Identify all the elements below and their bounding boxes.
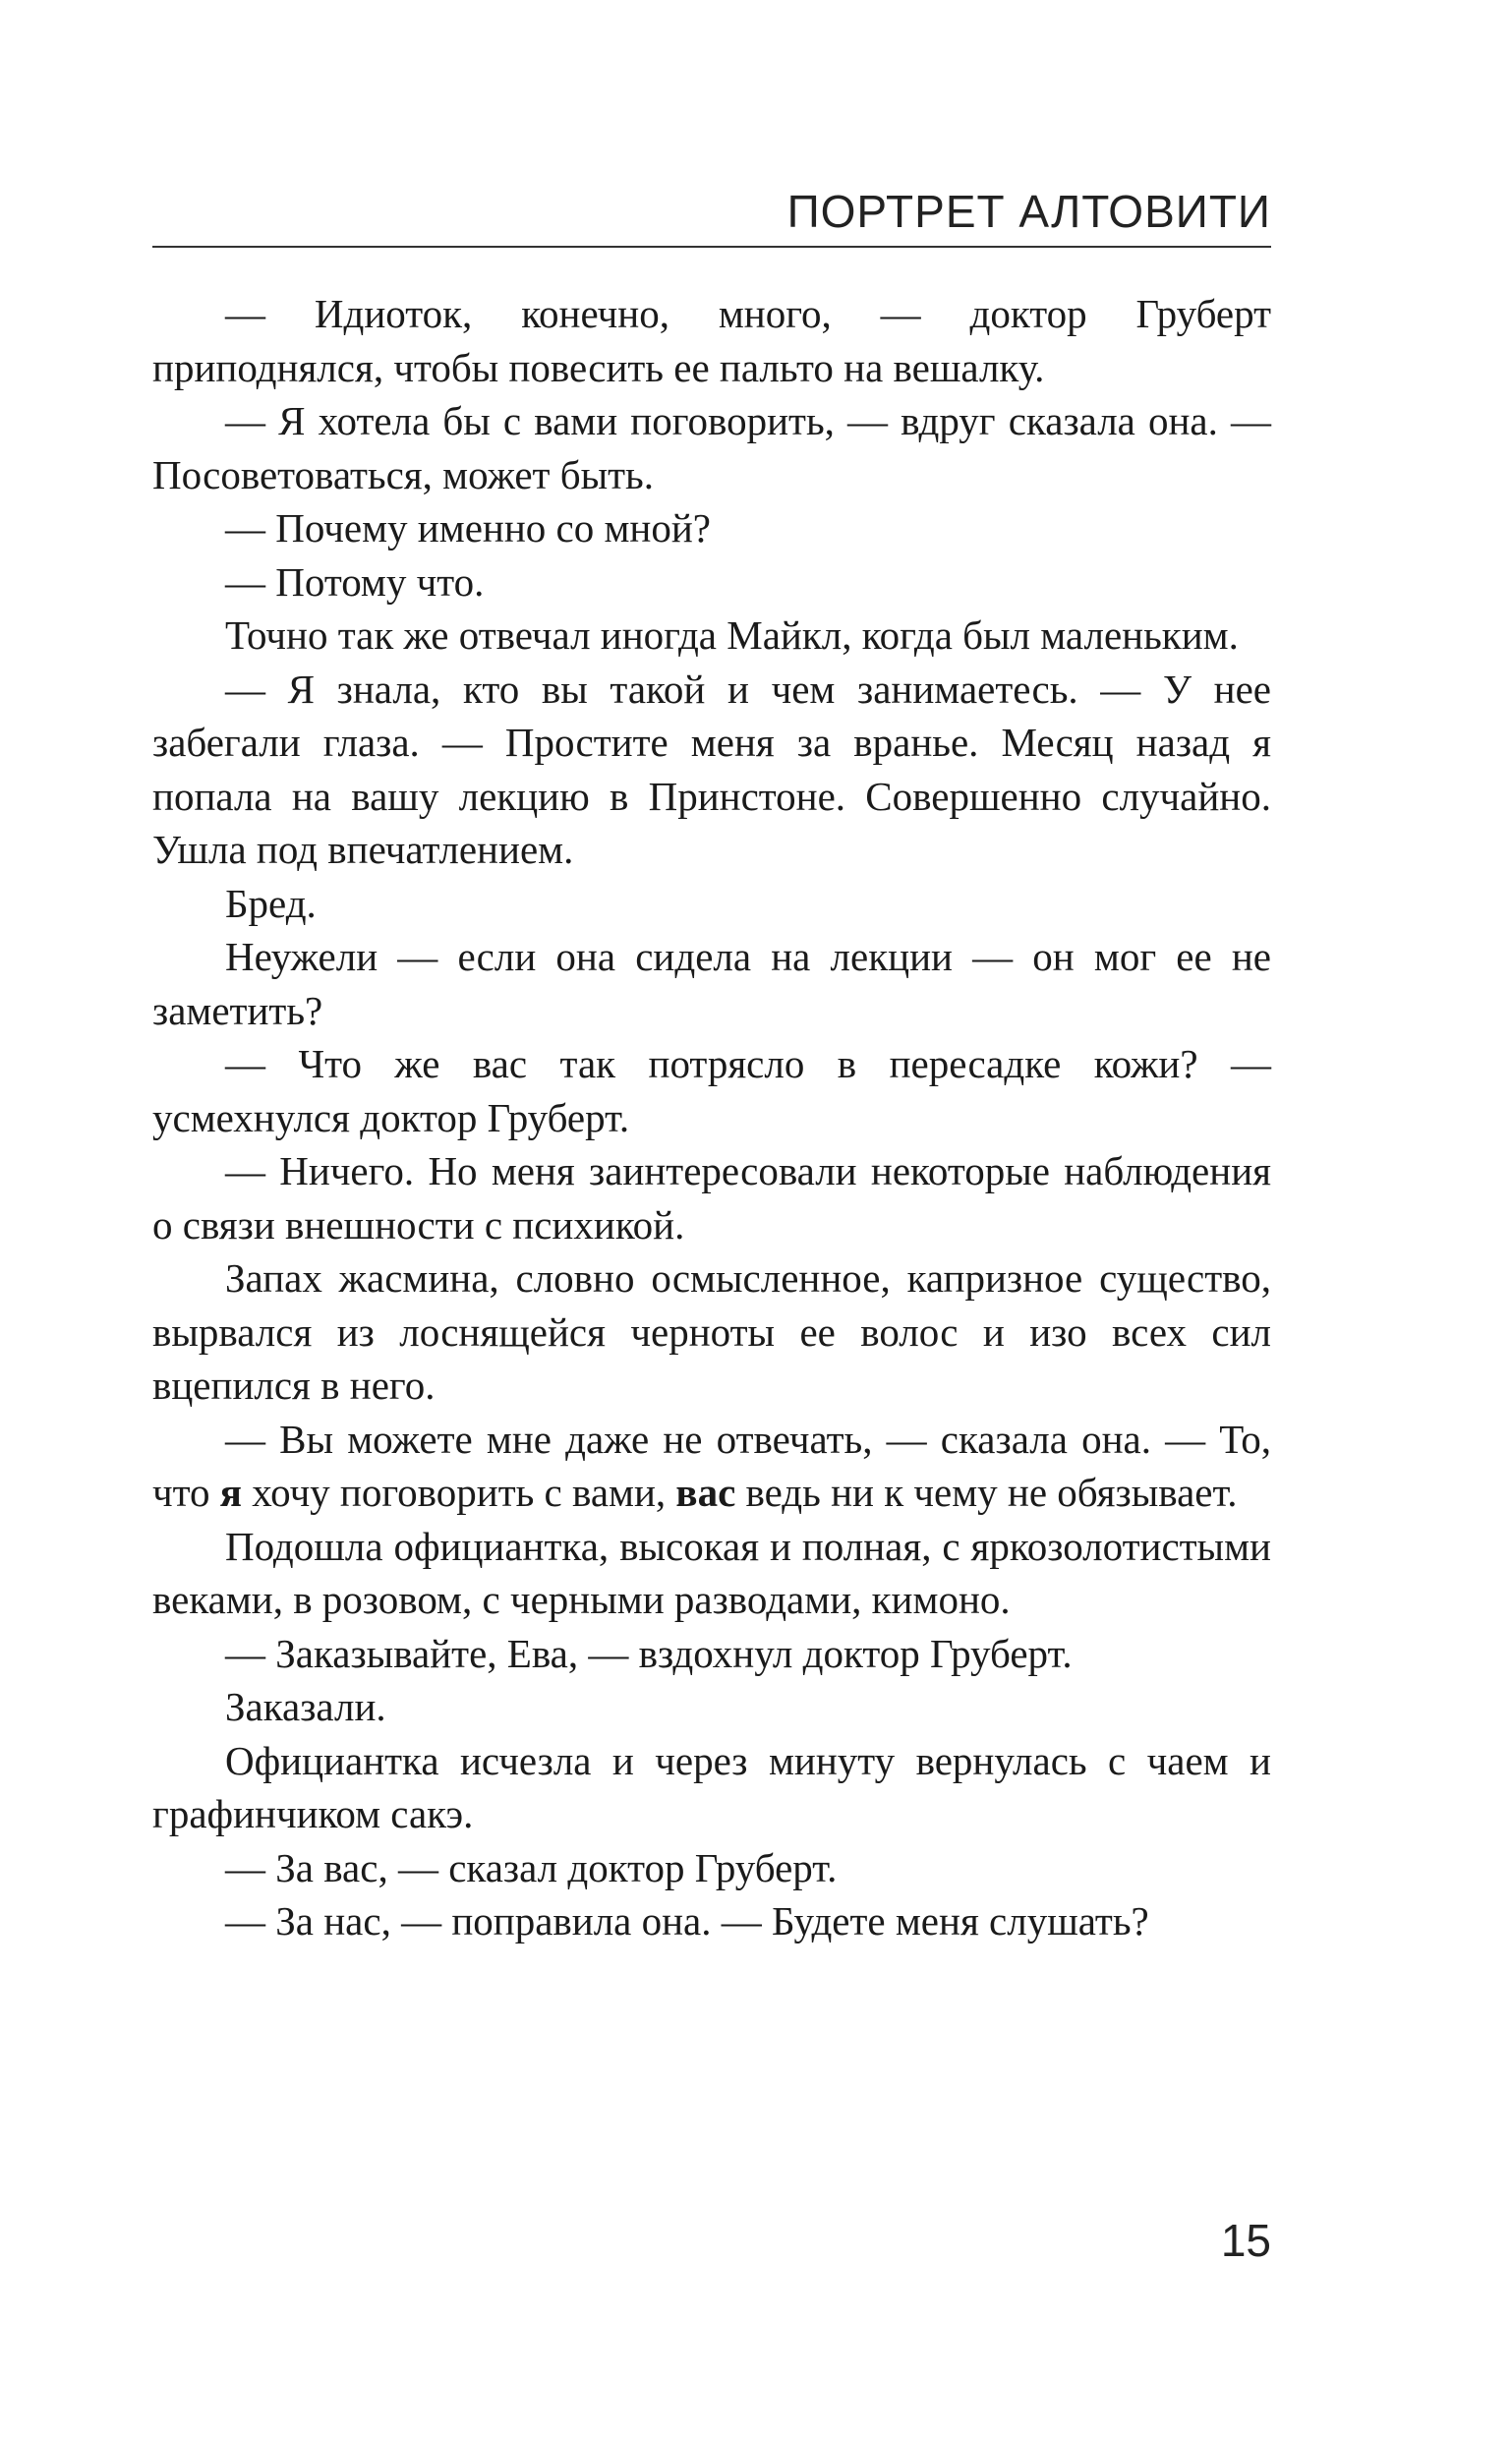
bold-word: вас [675, 1470, 736, 1515]
paragraph: — Почему именно со мной? [225, 505, 712, 551]
paragraph-with-emphasis [152, 1413, 1271, 1520]
page-number: 15 [1220, 2215, 1271, 2266]
paragraph: Точно так же отвечал иногда Майкл, когда был маленьким. [225, 612, 1239, 658]
paragraph: Неужели — если она сидела на лекции — он мог ее не заметить? [152, 934, 1271, 1033]
paragraph: Запах жасмина, словно осмысленное, капризное существо, вырвался из лоснящейся черноты ее волос и изо всех сил вцепился в него. [152, 1255, 1271, 1408]
paragraph: — Идиоток, конечно, много, — доктор Груберт приподнялся, чтобы повесить ее пальто на вешалку. [152, 291, 1271, 390]
paragraph: — Я хотела бы с вами поговорить, — вдруг сказала она. — Посоветоваться, может быть. [152, 398, 1271, 497]
paragraph: — Что же вас так потрясло в пересадке кожи? — усмехнулся доктор Груберт. [152, 1041, 1271, 1140]
paragraph: — Заказывайте, Ева, — вздохнул доктор Груберт. [225, 1630, 1073, 1676]
paragraph: — Потому что. [225, 558, 485, 605]
text-run: — Вы можете мне даже не отвечать, — сказала она. — То, что [152, 1416, 1271, 1515]
paragraph: Официантка исчезла и через минуту вернулась с чаем и графинчиком сакэ. [152, 1737, 1271, 1836]
paragraph: Бред. [225, 880, 317, 926]
header-rule [152, 246, 1271, 248]
paragraph: — За вас, — сказал доктор Груберт. [225, 1844, 838, 1890]
running-title: ПОРТРЕТ АЛТОВИТИ [786, 186, 1271, 237]
body-text [152, 287, 1271, 1948]
bold-word: я [219, 1470, 242, 1515]
paragraph: — Ничего. Но меня заинтересовали некоторые наблюдения о связи внешности с психикой. [152, 1148, 1271, 1248]
text-run: ведь ни к чему не обязывает. [735, 1470, 1238, 1515]
paragraph: Заказали. [225, 1684, 386, 1729]
paragraph: Подошла официантка, высокая и полная, с яркозолотистыми веками, в розовом, с черными разводами, кимоно. [152, 1523, 1271, 1622]
paragraph: — За нас, — поправила она. — Будете меня слушать? [225, 1898, 1149, 1944]
paragraph: — Я знала, кто вы такой и чем занимаетесь. — У нее забегали глаза. — Простите меня за вранье. Месяц назад я попала на вашу лекцию в Принстоне. Совершенно случайно. Ушла под впечатлением. [152, 666, 1271, 872]
text-run: хочу поговорить с вами, [241, 1470, 676, 1515]
